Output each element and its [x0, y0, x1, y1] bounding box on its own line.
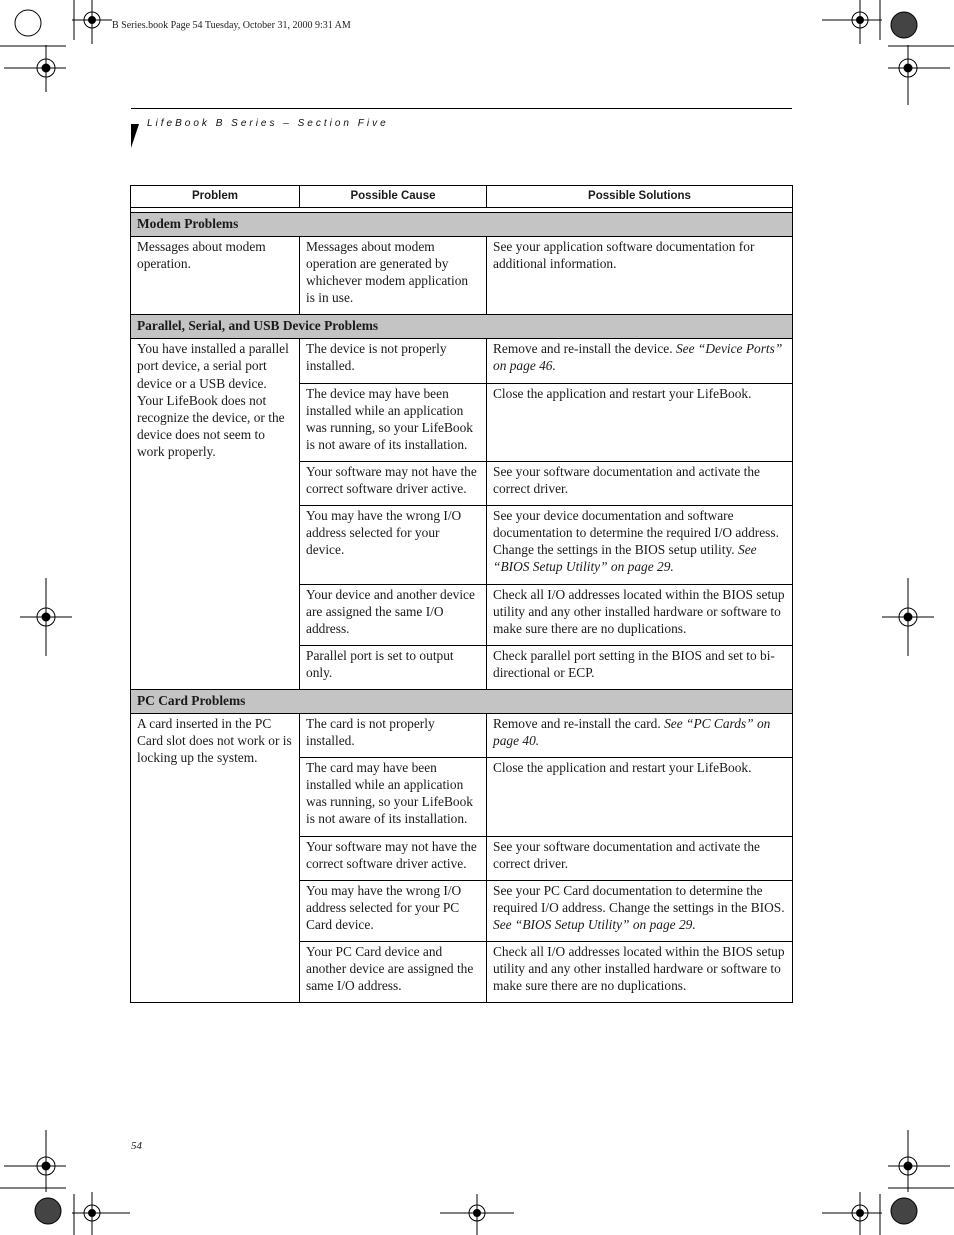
section-row-modem: [131, 213, 793, 237]
section-row-pc-card: [131, 689, 793, 713]
solution-cell: [487, 942, 793, 1003]
troubleshooting-table: [130, 185, 793, 1003]
cause-cell: You may have the wrong I/O address selected for your PC Card device.: [300, 880, 487, 941]
solution-cell: [487, 237, 793, 315]
column-header-cause: Possible Cause: [300, 186, 487, 208]
solution-text: See your PC Card documentation to determine the required I/O address. Change the settings in the BIOS.: [493, 882, 785, 915]
solution-cell: [487, 506, 793, 584]
solution-text: Close the application and restart your LifeBook.: [493, 385, 752, 401]
problem-cell: A card inserted in the PC Card slot does not work or is locking up the system.: [131, 713, 300, 1002]
cause-cell: You may have the wrong I/O address selected for your device.: [300, 506, 487, 584]
table-row: [131, 237, 793, 315]
solution-text: Check all I/O addresses located within the BIOS setup utility and any other installed hardware or software to make sure there are no duplications.: [493, 586, 785, 636]
page-number: 54: [131, 1140, 142, 1152]
header-rule: [131, 108, 792, 109]
solution-text: Close the application and restart your LifeBook.: [493, 760, 752, 776]
problem-cell: Messages about modem operation.: [131, 237, 300, 315]
solution-cell: [487, 836, 793, 880]
column-header-solutions: Possible Solutions: [487, 186, 793, 208]
section-row-ports: [131, 315, 793, 339]
solution-cell: [487, 461, 793, 505]
cross-reference: See “Device Ports” on page 46.: [493, 341, 783, 374]
header-wedge-mark: [131, 124, 139, 148]
cause-cell: The device may have been installed while an application was running, so your LifeBook is not aware of its installation.: [300, 383, 487, 461]
problem-cell: You have installed a parallel port device, a serial port device or a USB device. Your LifeBook does not recognize the device, or the device does not seem to work properly.: [131, 339, 300, 690]
table-row: [131, 339, 793, 383]
print-info-line: B Series.book Page 54 Tuesday, October 31, 2000 9:31 AM: [112, 20, 351, 31]
section-title: Parallel, Serial, and USB Device Problems: [131, 315, 793, 339]
solution-cell: [487, 584, 793, 645]
cross-reference: See “BIOS Setup Utility” on page 29.: [493, 542, 757, 575]
solution-text: See your software documentation and activate the correct driver.: [493, 838, 760, 871]
cross-reference: See “BIOS Setup Utility” on page 29.: [493, 916, 696, 932]
solution-text: See your device documentation and software documentation to determine the required I/O address. Change the settings in the BIOS setup utility.: [493, 508, 779, 558]
cause-cell: Your software may not have the correct software driver active.: [300, 461, 487, 505]
solution-text: See your application software documentation for additional information.: [493, 239, 755, 272]
cause-cell: Your device and another device are assigned the same I/O address.: [300, 584, 487, 645]
cross-reference: See “PC Cards” on page 40.: [493, 715, 771, 749]
running-head: LifeBook B Series – Section Five: [147, 118, 389, 129]
solution-cell: [487, 383, 793, 461]
cause-cell: Your software may not have the correct software driver active.: [300, 836, 487, 880]
table-row: [131, 713, 793, 757]
cause-cell: The card may have been installed while an application was running, so your LifeBook is not aware of its installation.: [300, 758, 487, 836]
cause-cell: Parallel port is set to output only.: [300, 645, 487, 689]
solution-cell: [487, 713, 793, 757]
cause-cell: The card is not properly installed.: [300, 713, 487, 757]
table-header-row: [131, 186, 793, 208]
cause-cell: The device is not properly installed.: [300, 339, 487, 383]
solution-text: Remove and re-install the device.: [493, 341, 673, 357]
solution-text: Check parallel port setting in the BIOS and set to bi-directional or ECP.: [493, 647, 775, 680]
solution-cell: [487, 645, 793, 689]
cause-cell: Messages about modem operation are generated by whichever modem application is in use.: [300, 237, 487, 315]
solution-text: Remove and re-install the card.: [493, 715, 661, 731]
solution-cell: [487, 339, 793, 383]
solution-text: Check all I/O addresses located within the BIOS setup utility and any other installed hardware or software to make sure there are no duplications.: [493, 944, 785, 994]
solution-cell: [487, 758, 793, 836]
cause-cell: Your PC Card device and another device are assigned the same I/O address.: [300, 942, 487, 1003]
column-header-problem: Problem: [131, 186, 300, 208]
solution-text: See your software documentation and activate the correct driver.: [493, 463, 760, 497]
section-title: Modem Problems: [131, 213, 793, 237]
solution-cell: [487, 880, 793, 941]
section-title: PC Card Problems: [131, 689, 793, 713]
